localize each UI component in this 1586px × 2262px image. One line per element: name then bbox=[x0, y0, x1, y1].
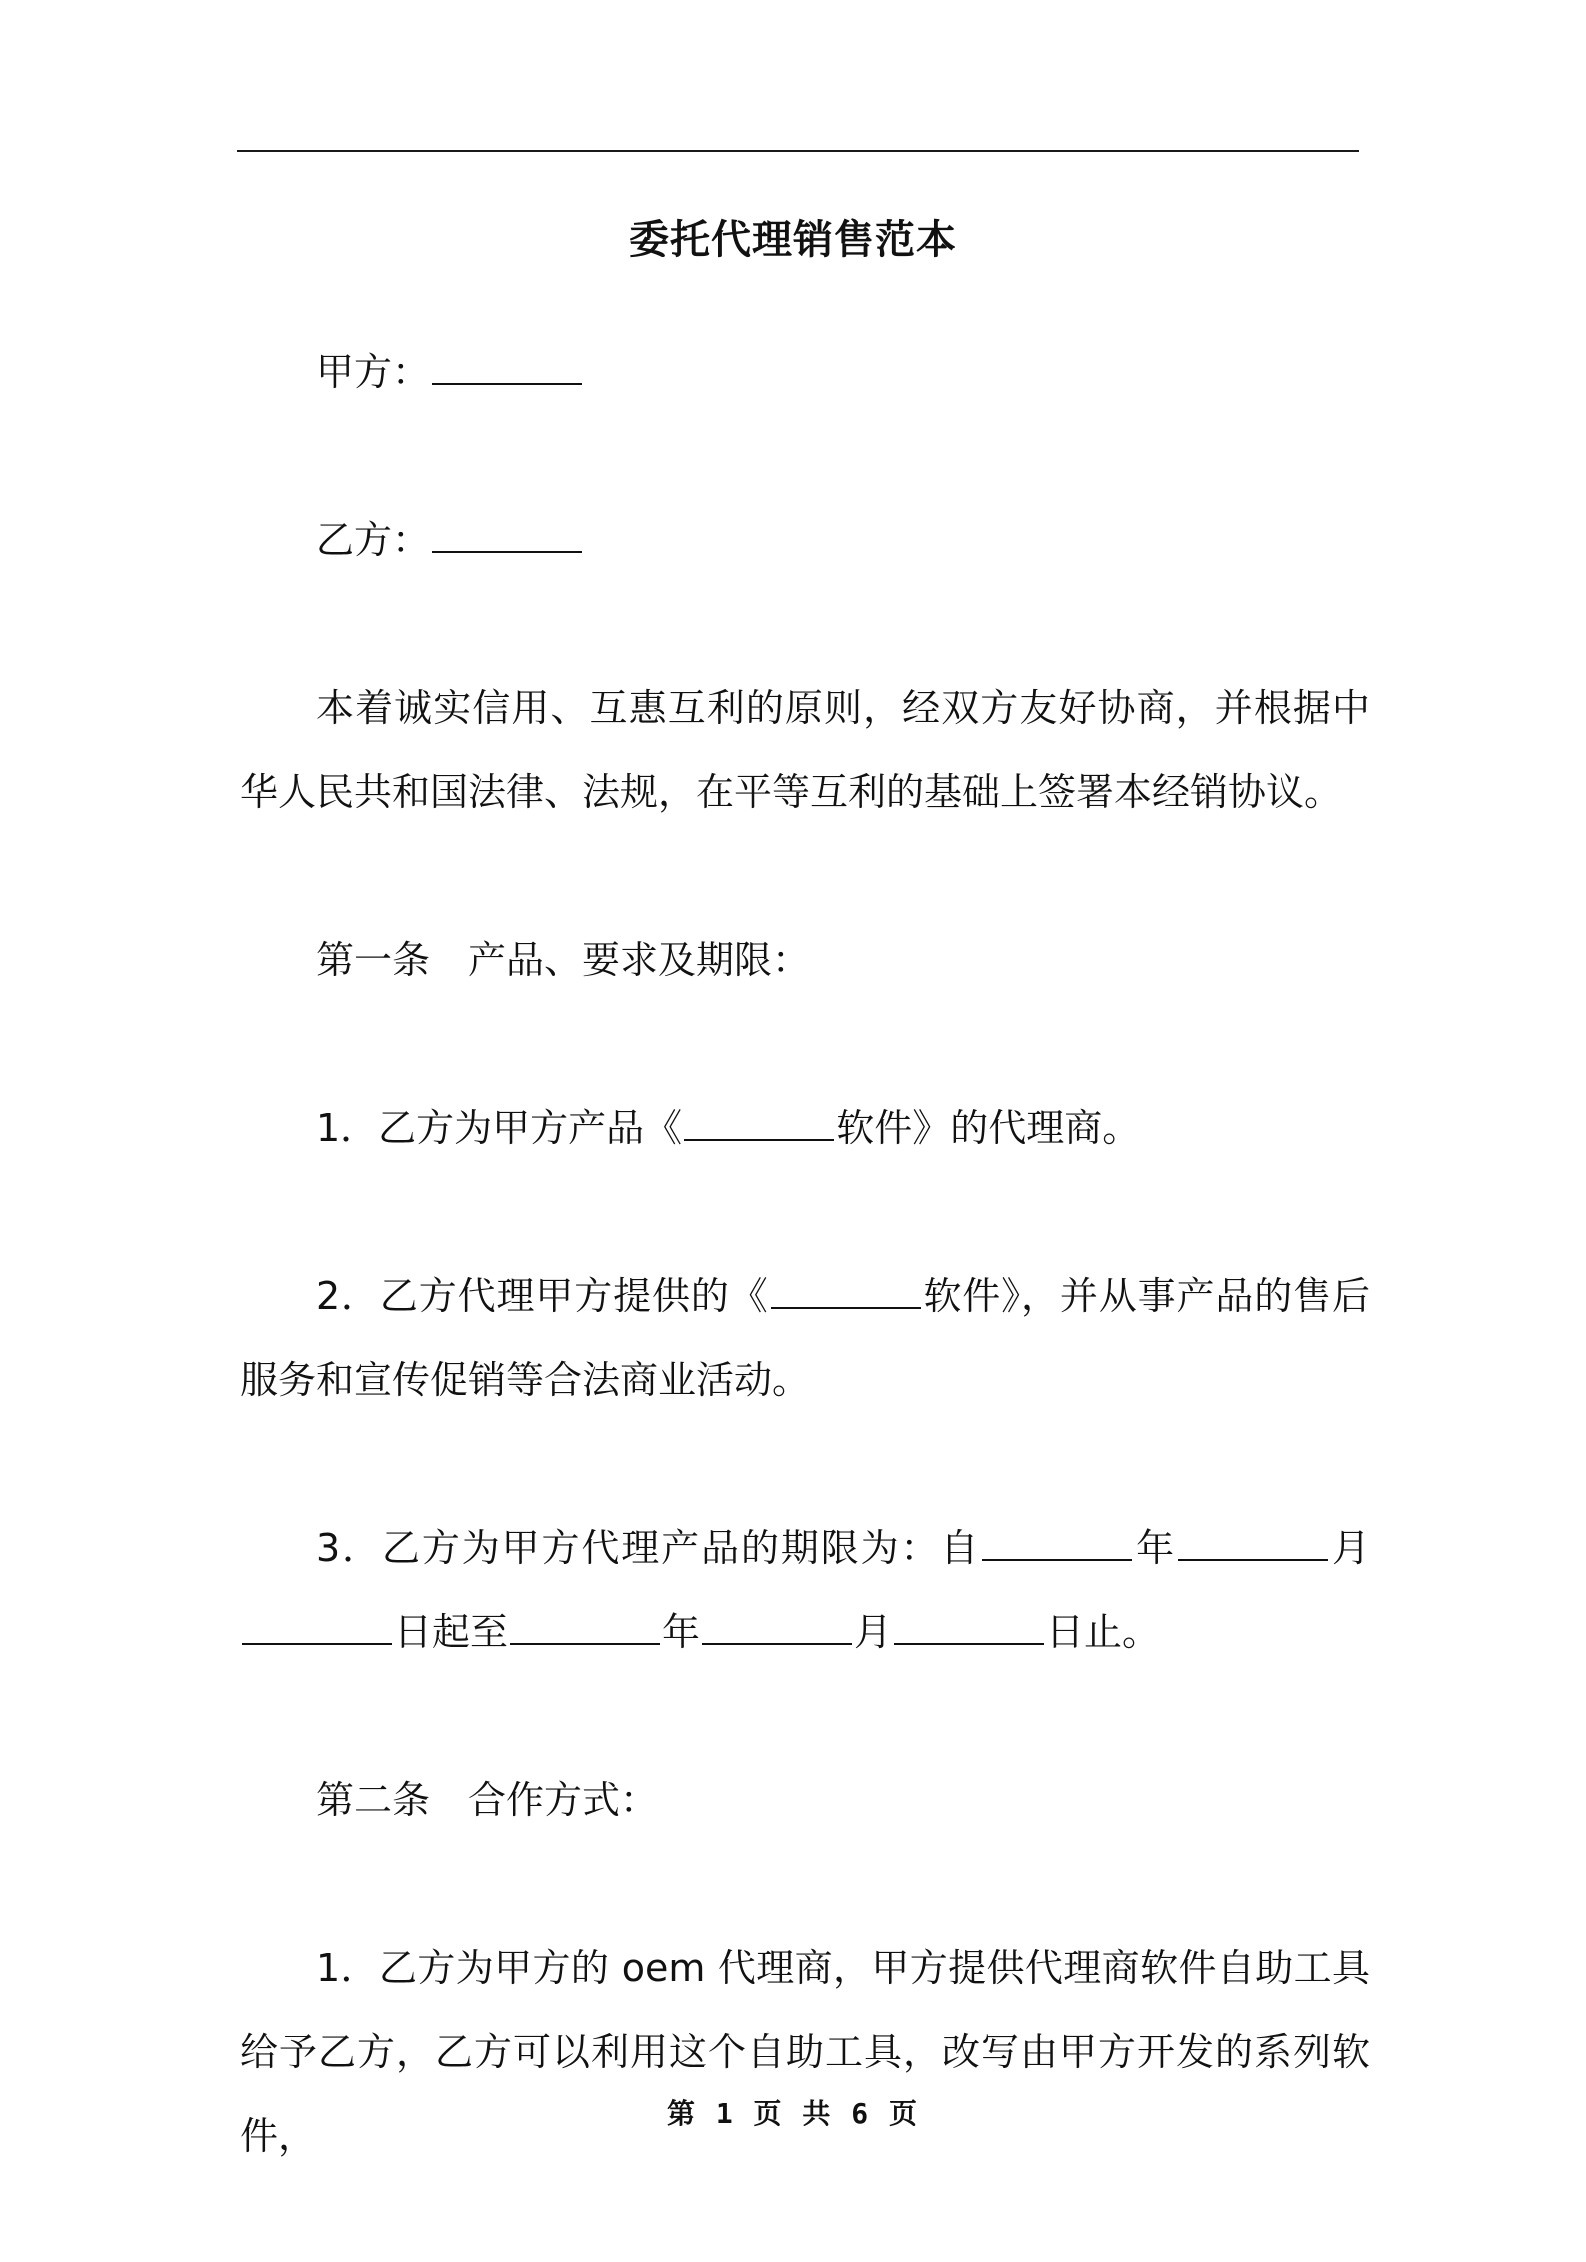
article-2-item-1 bbox=[240, 1926, 1370, 2178]
month-label: 月 bbox=[1330, 1526, 1370, 1570]
preamble-paragraph bbox=[240, 666, 1370, 834]
software-name-blank bbox=[684, 1099, 834, 1141]
article-1-heading: 第一条 产品、要求及期限： bbox=[316, 938, 811, 982]
year-label: 年 bbox=[1134, 1526, 1177, 1570]
software-name-blank bbox=[771, 1267, 921, 1309]
start-month-blank bbox=[1178, 1519, 1328, 1561]
article-2-item-1-line-1: 1．乙方为甲方的 oem 代理商，甲方提供代理商软件自助工具 bbox=[316, 1946, 1370, 1990]
preamble-line-2: 人民共和国法律、法规，在平等互利的基础上签署本经销协议。 bbox=[278, 770, 1343, 814]
item-1-text-after: 软件》的代理商。 bbox=[836, 1106, 1141, 1150]
article-2-heading: 第二条 合作方式： bbox=[316, 1778, 659, 1822]
item-1-text-before: 1．乙方为甲方产品《 bbox=[316, 1106, 683, 1150]
day-from-label: 日起至 bbox=[394, 1610, 509, 1654]
party-b-line bbox=[240, 498, 1370, 582]
article-1-item-1 bbox=[240, 1086, 1370, 1170]
end-month-blank bbox=[702, 1603, 852, 1645]
month-label-2: 月 bbox=[854, 1610, 893, 1654]
article-2-item-1-line-2: 给予乙方，乙方可以利用这个自助工具，改写由甲方开发的系列软件， bbox=[240, 2030, 1370, 2158]
preamble-line-1: 本着诚实信用、互惠互利的原则，经双方友好协商，并根据中华 bbox=[240, 686, 1370, 814]
end-year-blank bbox=[510, 1603, 660, 1645]
end-day-blank bbox=[894, 1603, 1044, 1645]
header-rule bbox=[237, 150, 1359, 152]
item-3-text-before: 3．乙方为甲方代理产品的期限为：自 bbox=[316, 1526, 981, 1570]
item-2-text-after: 软件》，并从事产品的售后服 bbox=[240, 1274, 1370, 1402]
party-b-blank bbox=[432, 511, 582, 553]
party-a-blank bbox=[432, 343, 582, 385]
article-1-item-3 bbox=[240, 1506, 1370, 1674]
page-number: 第 1 页 共 6 页 bbox=[666, 2097, 919, 2130]
document-body bbox=[240, 330, 1370, 2262]
item-2-text-before: 2．乙方代理甲方提供的《 bbox=[316, 1274, 769, 1318]
party-a-label: 甲方： bbox=[316, 350, 431, 394]
day-end-label: 日止。 bbox=[1046, 1610, 1161, 1654]
start-day-blank bbox=[242, 1603, 392, 1645]
document-title: 委托代理销售范本 bbox=[629, 217, 957, 263]
article-1-item-2 bbox=[240, 1254, 1370, 1422]
start-year-blank bbox=[982, 1519, 1132, 1561]
year-label-2: 年 bbox=[662, 1610, 701, 1654]
party-b-label: 乙方： bbox=[316, 518, 431, 562]
party-a-line bbox=[240, 330, 1370, 414]
item-2-text-line-2: 务和宣传促销等合法商业活动。 bbox=[278, 1358, 811, 1402]
